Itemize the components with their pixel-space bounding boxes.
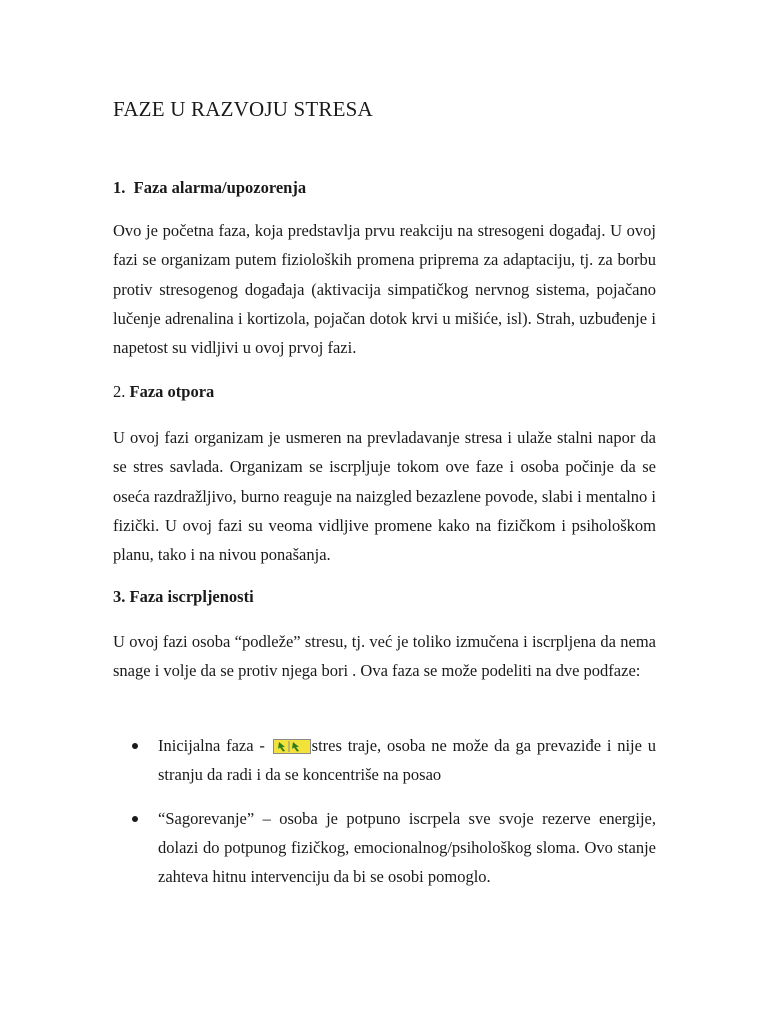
section-3-paragraph: U ovoj fazi osoba “podleže” stresu, tj. već je toliko izmučena i iscrpljena da nema snage i volje da se protiv njega bori . Ova faza se može podeliti na dve podfaze: <box>113 632 656 681</box>
bullet-dot <box>132 743 138 749</box>
section-3-heading <box>113 585 254 609</box>
section-2-heading <box>113 380 214 404</box>
bullet-2-text: “Sagorevanje” – osoba je potpuno iscrpela sve svoje rezerve energije, dolazi do potpunog fizičkog, emocionalnog/psihološkog sloma. Ovo stanje zahteva hitnu intervenciju da bi se osobi pomoglo. <box>158 808 656 887</box>
section-3-title: Faza iscrpljenosti <box>129 587 254 606</box>
section-1-number: 1. <box>113 178 126 197</box>
section-1-heading <box>113 176 306 200</box>
list-item <box>113 804 656 892</box>
list-item <box>113 731 656 790</box>
page-title: FAZE U RAZVOJU STRESA <box>113 97 373 121</box>
bullet-1-rest: stres traje, osoba ne može da ga prevaziđe i nije u stranju da radi i da se koncentriše na posao <box>158 736 657 785</box>
section-1-paragraph: Ovo je početna faza, koja predstavlja prvu reakciju na stresogeni događaj. U ovoj fazi se organizam putem fizioloških promena priprema za adaptaciju, tj. za borbu protiv stresogenog događaja (aktivacija simpatičkog nervnog sistema, pojačano lučenje adrenalina i kortizola, pojačan dotok krvi u mišiće, isl). Strah, uzbuđenje i napetost su vidljivi u ovoj prvoj fazi. <box>113 221 656 358</box>
section-3-number: 3. <box>113 587 126 606</box>
section-2-paragraph: U ovoj fazi organizam je usmeren na prevladavanje stresa i ulaže stalni napor da se stres savlada. Organizam se iscrpljuje tokom ove faze i osoba počinje da se oseća razdražljivo, burno reaguje na naizgled bezazlene povode, slabi i mentalno i fizički. U ovoj fazi su veoma vidljive promene kako na fizičkom i psihološkom planu, tako i na nivou ponašanja. <box>113 428 656 565</box>
arrows-icon <box>273 739 311 754</box>
bullet-1-lead: Inicijalna faza - <box>158 736 271 755</box>
subphase-list <box>113 731 656 891</box>
bullet-dot <box>132 816 138 822</box>
section-2-title: Faza otpora <box>129 382 215 401</box>
section-2-number: 2. <box>113 382 126 401</box>
section-1-title: Faza alarma/upozorenja <box>133 178 307 197</box>
